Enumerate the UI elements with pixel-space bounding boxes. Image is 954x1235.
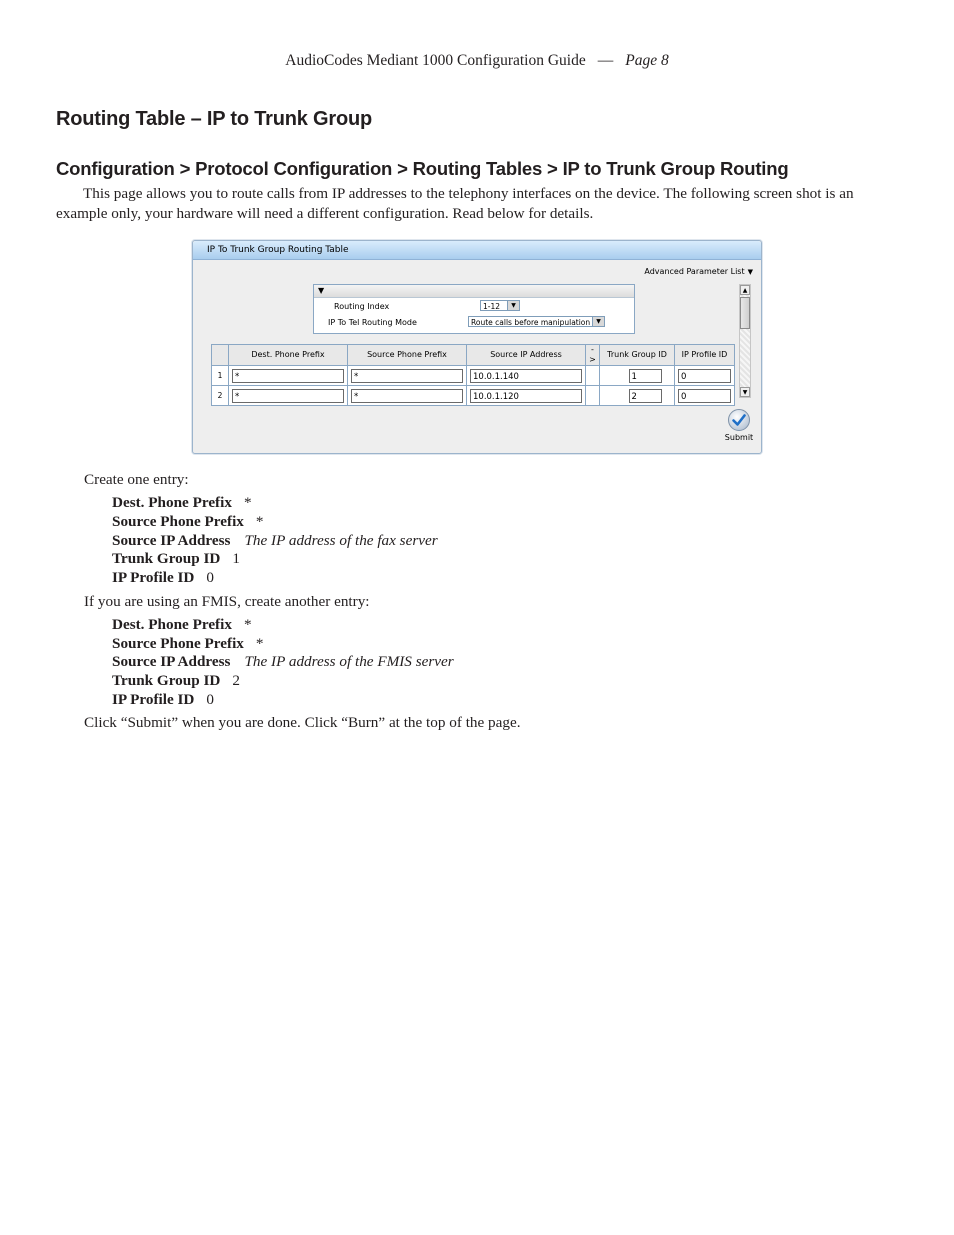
table-row [212,386,735,406]
doc-title: AudioCodes Mediant 1000 Configuration Guide [285,52,586,69]
submit-button[interactable] [721,408,757,442]
submit-label: Submit [724,433,754,442]
scroll-up-icon[interactable]: ▲ [740,285,750,295]
field-value: 2 [232,672,240,689]
entry2-trunk [112,672,240,690]
routing-mode-select[interactable] [468,316,605,327]
source-prefix-input[interactable]: * [351,389,463,403]
row-index: 2 [212,386,229,406]
scroll-thumb[interactable] [740,297,750,329]
field-value: The IP address of the fax server [244,532,438,549]
routing-mode-value: Route calls before manipulation [471,318,591,327]
field-value: * [255,635,264,652]
section-title: Routing Table – IP to Trunk Group [56,108,372,130]
table-cell [586,366,600,386]
table-cell [675,386,735,406]
source-prefix-input[interactable]: * [351,369,463,383]
vertical-scrollbar[interactable] [739,284,751,398]
ip-profile-input[interactable]: 0 [678,389,731,403]
intro-paragraph: This page allows you to route calls from IP addresses to the telephony interfaces on the device. The following screen shot is an example only, your hardware will need a different configuration. Read below for details. [56,185,854,222]
field-label: IP Profile ID [112,691,195,708]
entry2-ip [112,653,454,671]
chevron-down-icon: ▼ [507,301,519,310]
entry1-profile [112,569,214,587]
field-label: Trunk Group ID [112,550,221,567]
table-cell [348,386,467,406]
advanced-parameter-list-link[interactable] [644,267,753,276]
field-value: 1 [232,550,240,567]
entry2-source [112,635,263,653]
column-header: Source Phone Prefix [348,345,467,366]
entry2-profile [112,691,214,709]
page-header [0,52,954,70]
trunk-group-input[interactable]: 2 [629,389,662,403]
field-value: * [255,513,264,530]
column-header: Trunk Group ID [600,345,675,366]
advanced-parameter-list-label: Advanced Parameter List [644,267,745,276]
chevron-down-icon: ▼ [592,317,604,326]
field-label: IP Profile ID [112,569,195,586]
field-value: 0 [206,691,214,708]
table-cell [675,366,735,386]
trunk-group-input[interactable]: 1 [629,369,662,383]
source-ip-input[interactable]: 10.0.1.120 [470,389,582,403]
panel-title: IP To Trunk Group Routing Table [193,241,761,260]
column-header-index [212,345,229,366]
collapse-arrow-icon: ▼ [318,286,325,295]
table-cell [467,366,586,386]
checkmark-icon [727,408,751,432]
dest-prefix-input[interactable]: * [232,389,344,403]
closing-text: Click “Submit” when you are done. Click “Burn” at the top of the page. [84,714,521,731]
page-number: Page 8 [625,52,669,69]
routing-index-value: 1-12 [483,302,501,311]
routing-index-row [314,298,634,314]
field-label: Source IP Address [112,532,231,549]
field-label: Dest. Phone Prefix [112,616,232,633]
parameter-box [313,284,635,334]
table-cell [600,366,675,386]
entry1-source [112,513,263,531]
column-header: Source IP Address [467,345,586,366]
field-value: The IP address of the FMIS server [244,653,454,670]
create-one-text: Create one entry: [84,471,189,488]
table-cell [600,386,675,406]
entry2-dest [112,616,252,634]
routing-mode-label: IP To Tel Routing Mode [328,318,417,327]
menu-path: Configuration > Protocol Configuration > Routing Tables > IP to Trunk Group Routing [56,158,789,179]
table-cell [348,366,467,386]
entry1-ip [112,532,438,550]
dest-prefix-input[interactable]: * [232,369,344,383]
field-label: Source Phone Prefix [112,635,244,652]
routing-index-select[interactable] [480,300,520,311]
field-label: Source IP Address [112,653,231,670]
entry1-dest [112,494,252,512]
field-label: Dest. Phone Prefix [112,494,232,511]
row-index: 1 [212,366,229,386]
field-value: 0 [206,569,214,586]
routing-index-label: Routing Index [334,302,390,311]
field-value: * [243,494,252,511]
collapse-toggle[interactable] [314,285,634,298]
dropdown-arrow-icon: ▼ [747,268,753,276]
field-value: * [243,616,252,633]
source-ip-input[interactable]: 10.0.1.140 [470,369,582,383]
fmis-intro-text: If you are using an FMIS, create another entry: [84,593,370,610]
routing-table-panel [192,240,762,454]
table-cell [229,366,348,386]
routing-mode-row [314,314,634,330]
field-label: Trunk Group ID [112,672,221,689]
column-header: -> [586,345,600,366]
table-row [212,366,735,386]
field-label: Source Phone Prefix [112,513,244,530]
scroll-down-icon[interactable]: ▼ [740,387,750,397]
routing-table [211,344,735,406]
entry1-trunk [112,550,240,568]
header-separator: — [597,52,614,69]
ip-profile-input[interactable]: 0 [678,369,731,383]
column-header: IP Profile ID [675,345,735,366]
table-cell [586,386,600,406]
column-header: Dest. Phone Prefix [229,345,348,366]
table-cell [229,386,348,406]
table-cell [467,386,586,406]
